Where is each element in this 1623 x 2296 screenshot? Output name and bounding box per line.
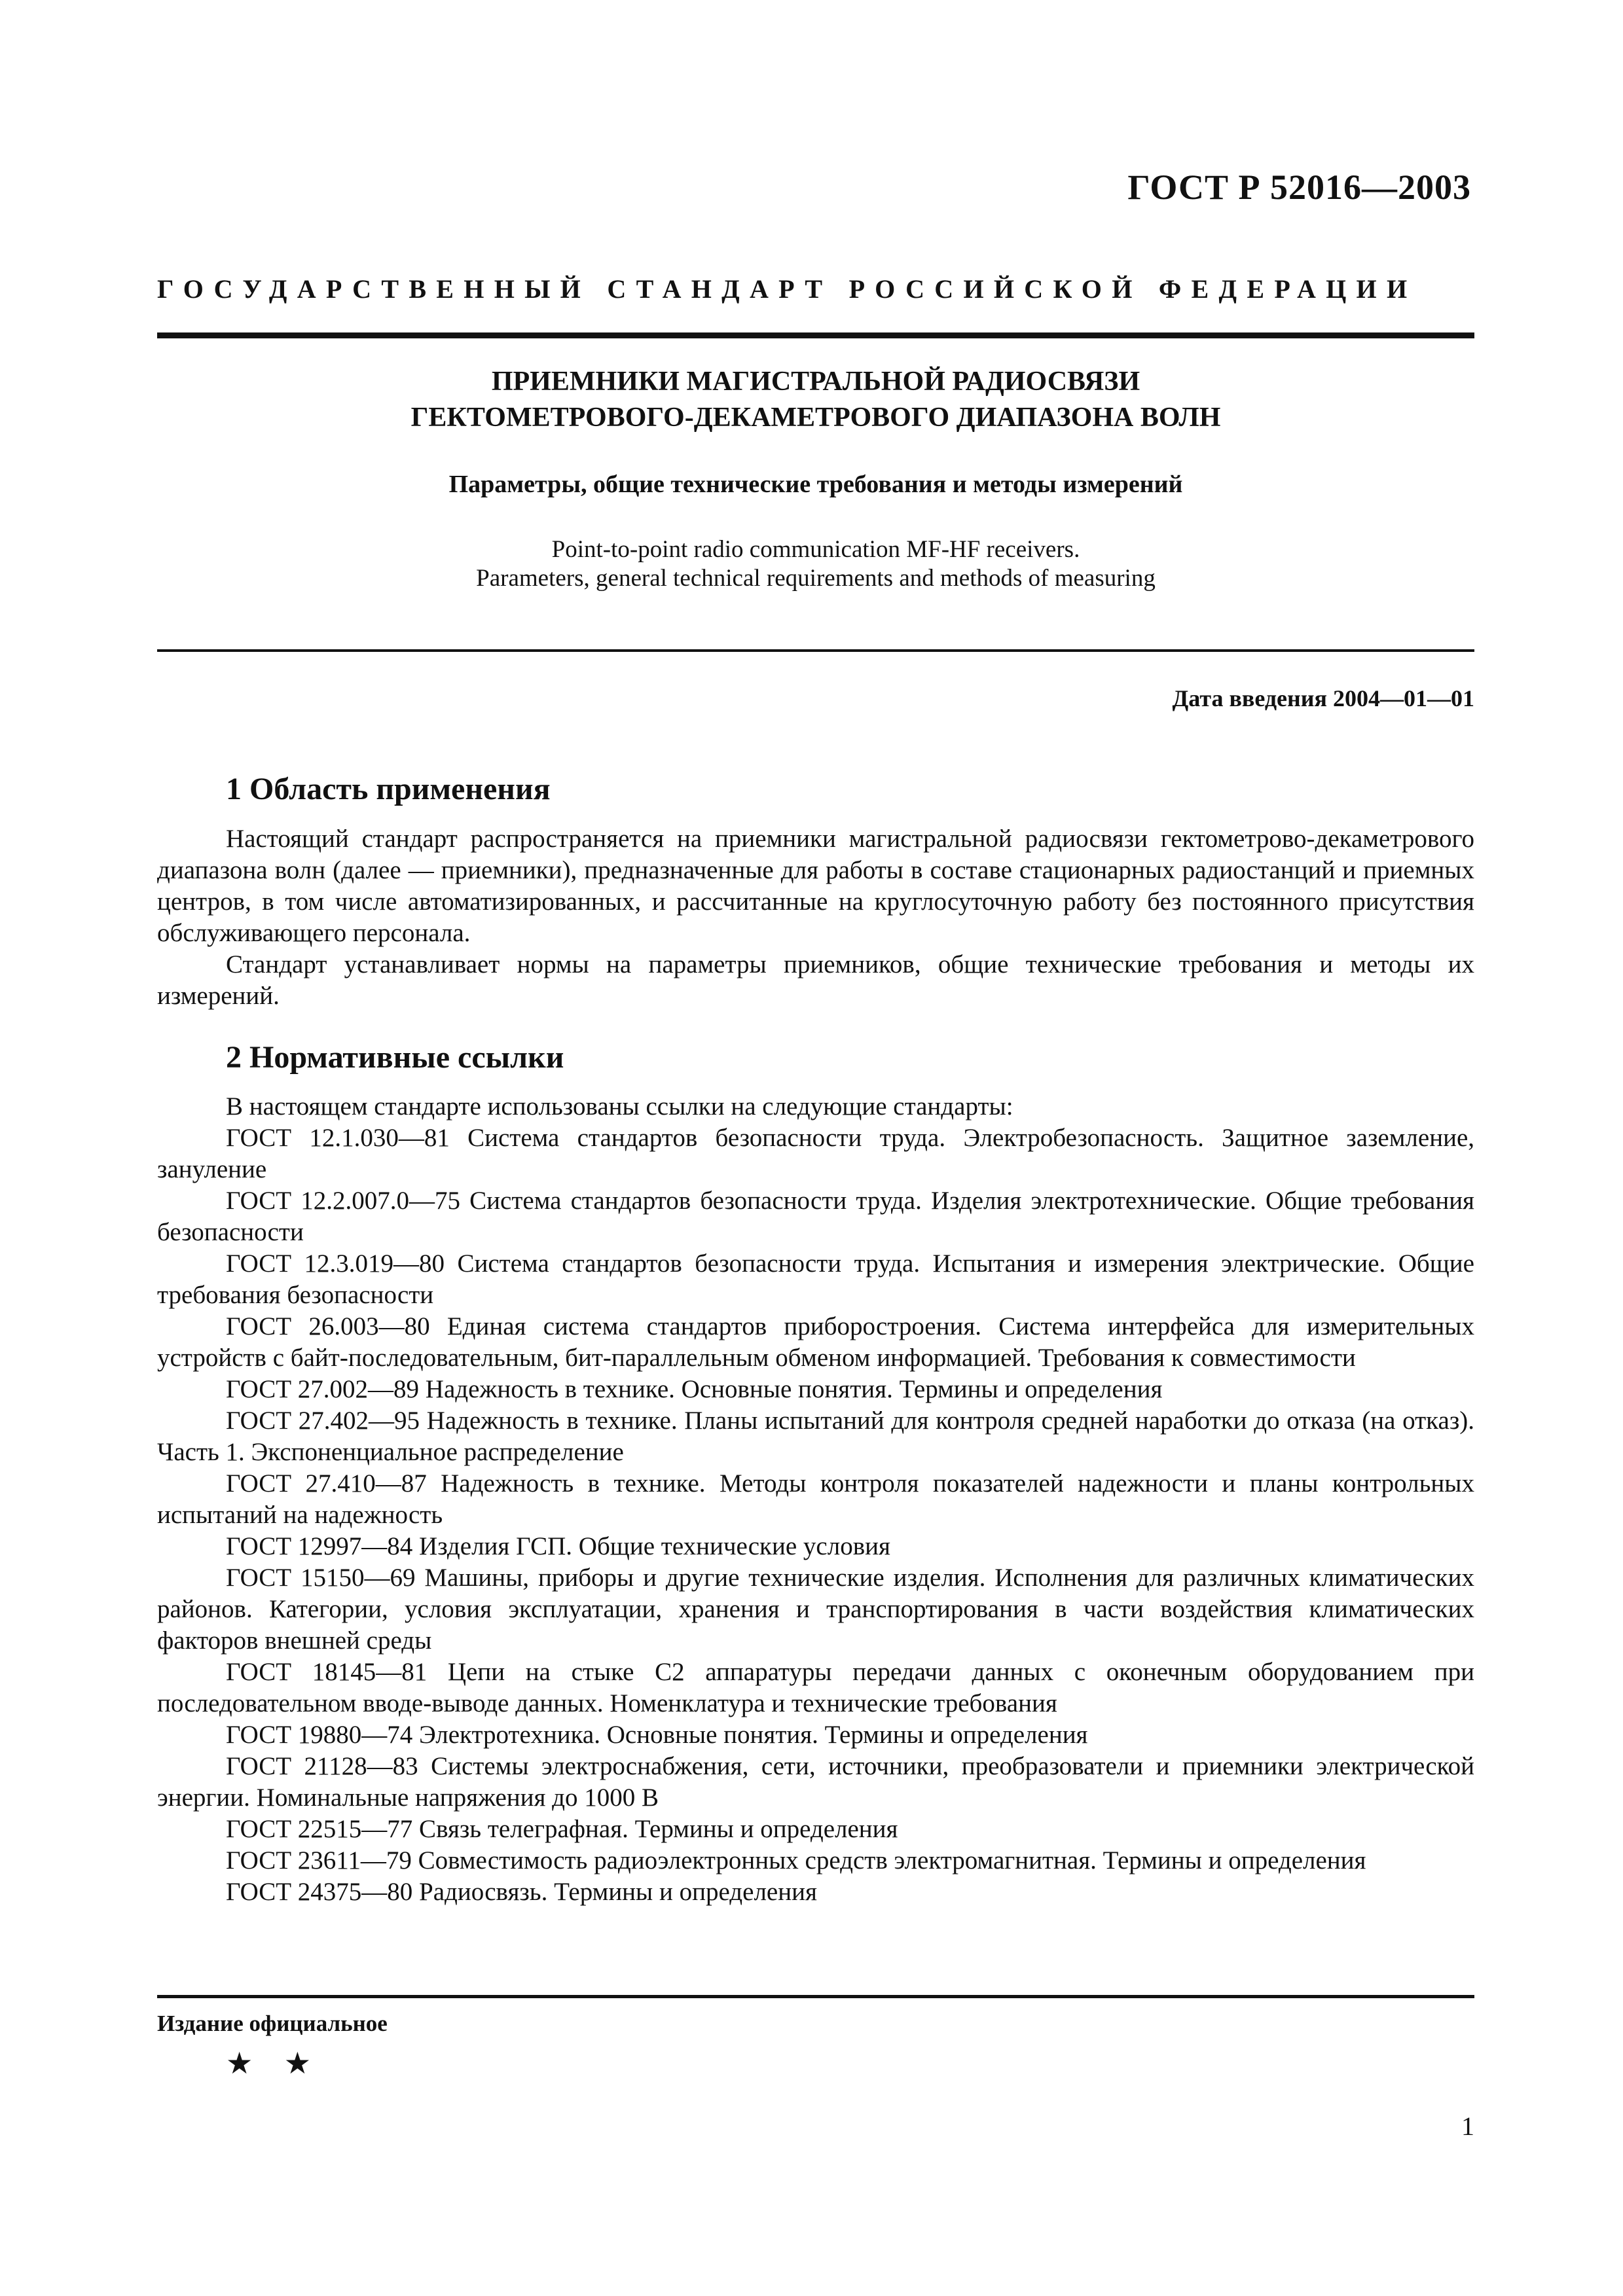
title-line-1: ПРИЕМНИКИ МАГИСТРАЛЬНОЙ РАДИОСВЯЗИ xyxy=(491,367,1140,397)
star-marks: ★ ★ xyxy=(226,2047,323,2080)
reference-item: ГОСТ 15150—69 Машины, приборы и другие технические изделия. Исполнения для различных климатических районов. Категории, условия эксплуатации, хранения и транспортирования в части воздействия климатических факторов внешней среды xyxy=(157,1564,1474,1655)
english-title xyxy=(157,535,1474,593)
english-title-line-1: Point-to-point radio communication MF-HF receivers. xyxy=(551,536,1080,563)
references-intro: В настоящем стандарте использованы ссылки на следующие стандарты: xyxy=(226,1092,1013,1121)
section-1-paragraph: Настоящий стандарт распространяется на приемники магистральной радиосвязи гектометрово-декаметрового диапазона волн (далее — приемники), предназначенные для работы в составе стационарных радиостанций и приемных центров, в том числе автоматизированных, и рассчитанные на круглосуточную работу без постоянного присутствия обслуживающего персонала. xyxy=(157,825,1474,947)
reference-item: ГОСТ 26.003—80 Единая система стандартов приборостроения. Система интерфейса для измерительных устройств с байт-последовательным, бит-параллельным обменом информацией. Требования к совместимости xyxy=(157,1312,1474,1372)
section-2-heading: 2 Нормативные ссылки xyxy=(226,1040,564,1075)
reference-item: ГОСТ 27.402—95 Надежность в технике. Планы испытаний для контроля средней наработки до отказа (на отказ). Часть 1. Экспоненциальное распределение xyxy=(157,1407,1474,1466)
document-title xyxy=(157,364,1474,436)
section-1-body xyxy=(157,823,1474,1012)
english-title-line-2: Parameters, general technical requirements and methods of measuring xyxy=(476,565,1156,592)
document-subtitle: Параметры, общие технические требования и методы измерений xyxy=(448,471,1183,498)
document-number: ГОСТ Р 52016—2003 xyxy=(1127,168,1471,207)
section-2-body xyxy=(157,1091,1474,1908)
reference-item: ГОСТ 23611—79 Совместимость радиоэлектронных средств электромагнитная. Термины и определения xyxy=(226,1846,1366,1874)
reference-item: ГОСТ 12997—84 Изделия ГСП. Общие технические условия xyxy=(226,1532,890,1560)
reference-item: ГОСТ 27.410—87 Надежность в технике. Методы контроля показателей надежности и планы контрольных испытаний на надежность xyxy=(157,1469,1474,1529)
reference-item: ГОСТ 22515—77 Связь телеграфная. Термины и определения xyxy=(226,1815,898,1843)
reference-item: ГОСТ 12.3.019—80 Система стандартов безопасности труда. Испытания и измерения электрические. Общие требования безопасности xyxy=(157,1249,1474,1309)
introduction-date: Дата введения 2004—01—01 xyxy=(1172,685,1474,711)
footer-rule xyxy=(157,1995,1474,1998)
reference-item: ГОСТ 21128—83 Системы электроснабжения, сети, источники, преобразователи и приемники электрической энергии. Номинальные напряжения до 1000 В xyxy=(157,1752,1474,1812)
title-line-2: ГЕКТОМЕТРОВОГО-ДЕКАМЕТРОВОГО ДИАПАЗОНА ВОЛН xyxy=(410,403,1221,433)
reference-item: ГОСТ 12.1.030—81 Система стандартов безопасности труда. Электробезопасность. Защитное заземление, зануление xyxy=(157,1124,1474,1183)
reference-item: ГОСТ 27.002—89 Надежность в технике. Основные понятия. Термины и определения xyxy=(226,1375,1163,1403)
reference-item: ГОСТ 12.2.007.0—75 Система стандартов безопасности труда. Изделия электротехнические. Общие требования безопасности xyxy=(157,1187,1474,1246)
header-rule xyxy=(157,332,1474,338)
section-1-heading: 1 Область применения xyxy=(226,772,551,806)
page-number: 1 xyxy=(1461,2111,1474,2141)
reference-item: ГОСТ 24375—80 Радиосвязь. Термины и определения xyxy=(226,1878,817,1906)
title-rule xyxy=(157,649,1474,652)
reference-item: ГОСТ 18145—81 Цепи на стыке С2 аппаратуры передачи данных с оконечным оборудованием при последовательном вводе-выводе данных. Номенклатура и технические требования xyxy=(157,1658,1474,1717)
section-1-paragraph: Стандарт устанавливает нормы на параметры приемников, общие технические требования и методы их измерений. xyxy=(157,950,1474,1010)
reference-item: ГОСТ 19880—74 Электротехника. Основные понятия. Термины и определения xyxy=(226,1721,1088,1749)
official-edition-label: Издание официальное xyxy=(157,2011,388,2036)
state-standard-title: ГОСУДАРСТВЕННЫЙ СТАНДАРТ РОССИЙСКОЙ ФЕДЕРАЦИИ xyxy=(157,274,1417,304)
